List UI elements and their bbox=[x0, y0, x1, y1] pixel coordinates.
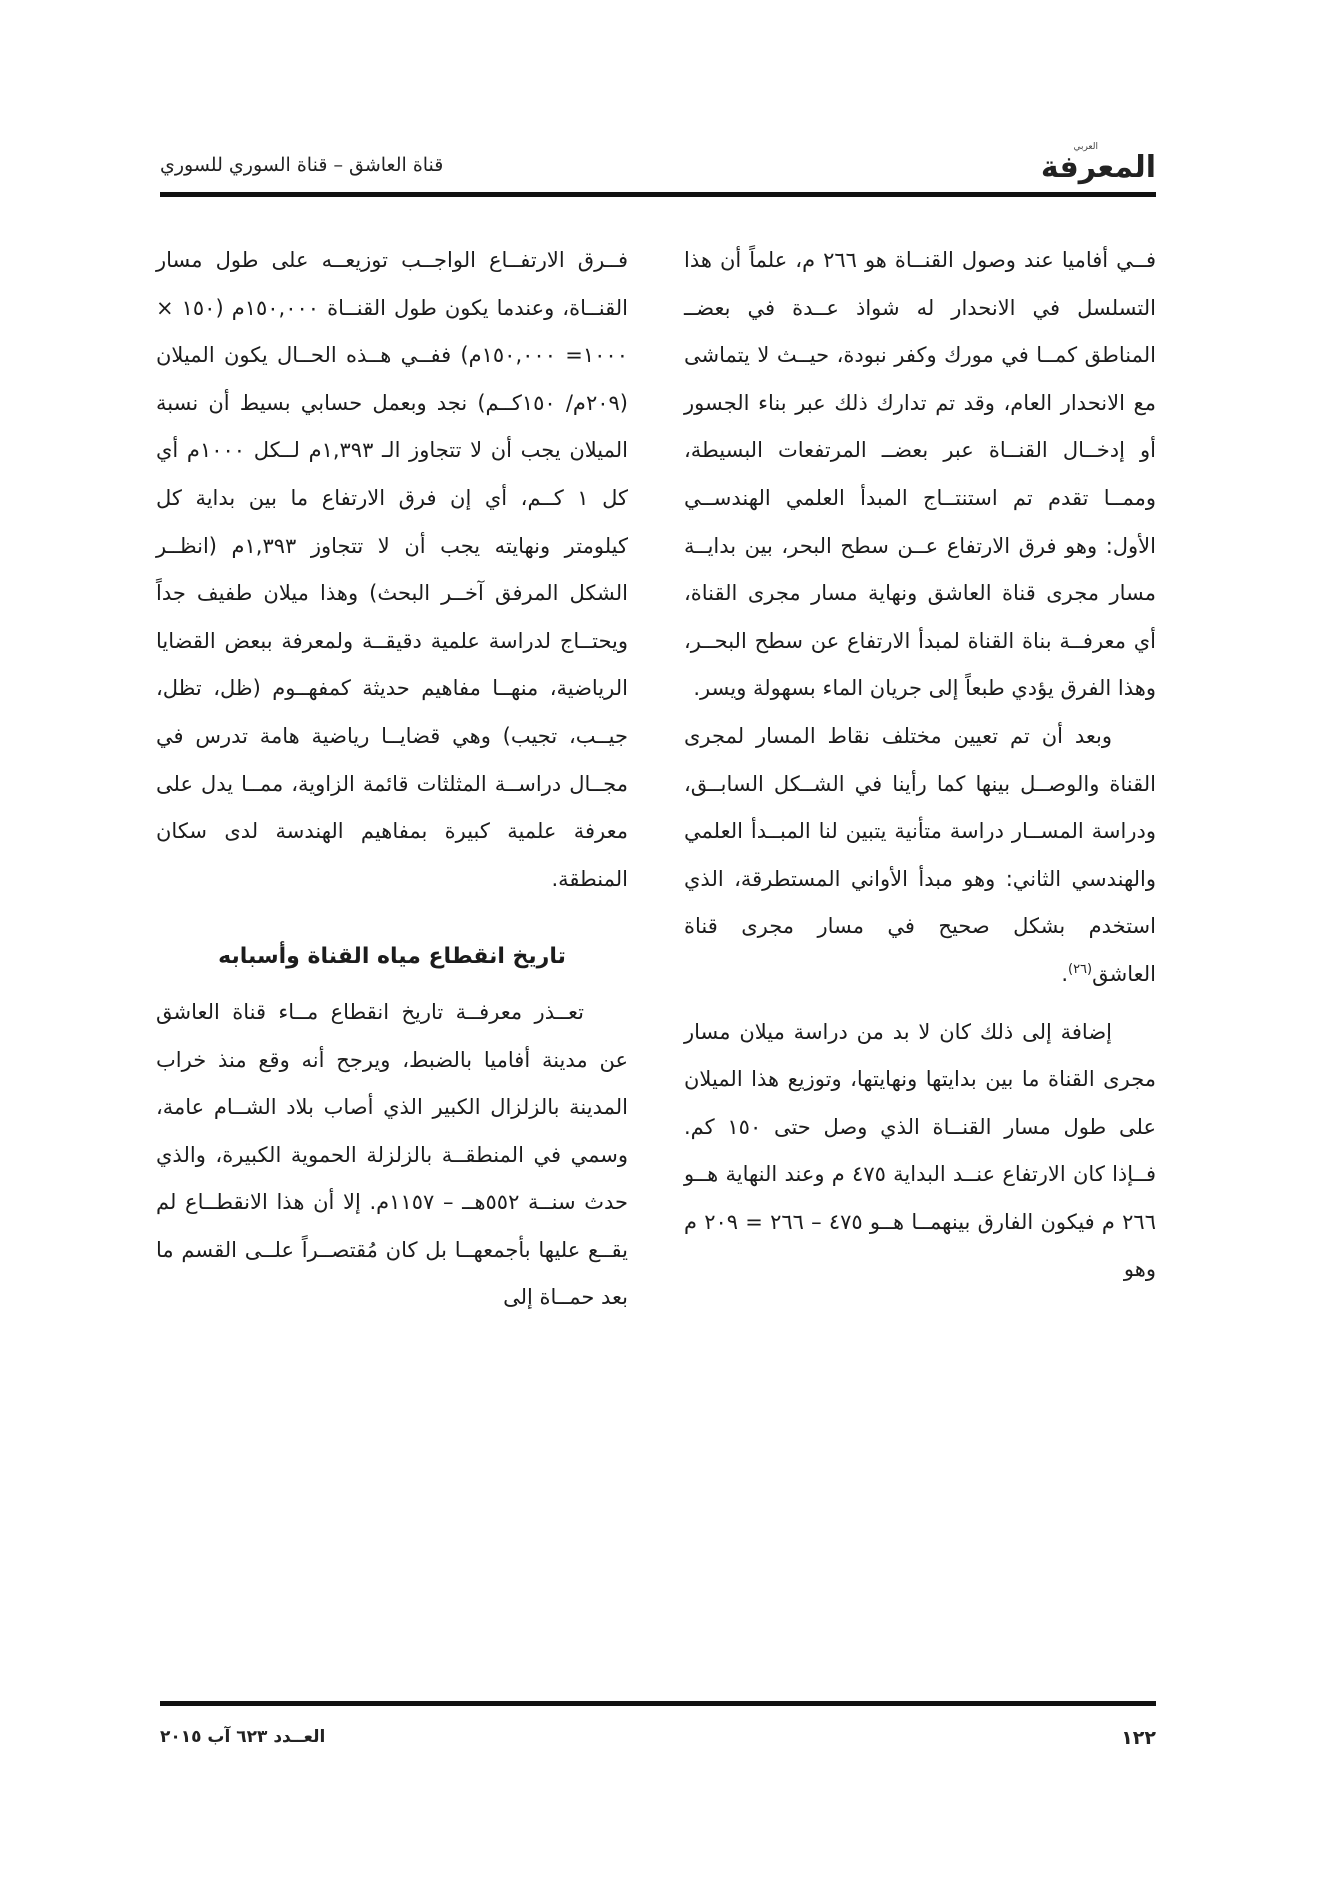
paragraph: فــرق الارتفــاع الواجــب توزيعــه على طول مسار القنــاة، وعندما يكون طول القنــاة ١٥٠,٠٠٠م (١٥٠ × ١٠٠٠= ١٥٠,٠٠٠م) ففــي هــذه الحــال يكون الميلان (٢٠٩م/ ١٥٠كــم) نجد وبعمل حسابي بسيط أن نسبة الميلان يجب أن لا تتجاوز الـ ١,٣٩٣م لــكل ١٠٠٠م أي كل ١ كــم، أي إن فرق الارتفاع ما بين بداية كل كيلومتر ونهايته يجب أن لا تتجاوز ١,٣٩٣م (انظــر الشكل المرفق آخــر البحث) وهذا ميلان طفيف جداً ويحتــاج لدراسة علمية دقيقــة ولمعرفة ببعض القضايا الرياضية، منهــا مفاهيم حديثة كمفهــوم (ظل، تظل، جيــب، تجيب) وهي قضايــا رياضية هامة تدرس في مجــال دراســة المثلثات قائمة الزاوية، ممــا يدل على معرفة علمية كبيرة بمفاهيم الهندسة لدى سكان المنطقة. bbox=[156, 248, 629, 891]
page-number: ١٢٢ bbox=[1121, 1727, 1156, 1749]
section-heading: تاريخ انقطاع مياه القناة وأسبابه bbox=[218, 944, 566, 970]
paragraph: إضافة إلى ذلك كان لا بد من دراسة ميلان مسار مجرى القناة ما بين بدايتها ونهايتها، وتوزيع هذا الميلان على طول مسار القنــاة الذي وصل حتى ١٥٠ كم. فــإذا كان الارتفاع عنــد البداية ٤٧٥ م وعند النهاية هــو ٢٦٦ م فيكون الفارق بينهمــا هــو ٤٧٥ – ٢٦٦ = ٢٠٩ م وهو bbox=[684, 1019, 1156, 1282]
page-footer bbox=[160, 1727, 1156, 1757]
running-title: قناة العاشق – قناة السوري للسوري bbox=[160, 154, 444, 176]
paragraph-text: وبعد أن تم تعيين مختلف نقاط المسار لمجرى القناة والوصــل بينها كما رأينا في الشــكل السابــق، ودراسة المســار دراسة متأنية يتبين لنا المبــدأ العلمي والهندسي الثاني: وهو مبدأ الأواني المستطرقة، الذي استخدم بشكل صحيح في مسار مجرى قناة العاشق bbox=[684, 723, 1156, 986]
paragraph-end: . bbox=[1061, 961, 1068, 986]
magazine-logo: المعرفة bbox=[1040, 150, 1156, 185]
footnote-reference: (٢٦) bbox=[1068, 961, 1093, 977]
header-divider bbox=[160, 192, 1156, 197]
paragraph: فــي أفاميا عند وصول القنــاة هو ٢٦٦ م، علماً أن هذا التسلسل في الانحدار له شواذ عــدة في بعضــ المناطق كمــا في مورك وكفر نبودة، حيــث لا يتماشى مع الانحدار العام، وقد تم تدارك ذلك عبر بناء الجسور أو إدخــال القنــاة عبر بعضــ المرتفعات البسيطة، وممــا تقدم تم استنتــاج المبدأ العلمي الهندســي الأول: وهو فرق الارتفاع عــن سطح البحر، بين بدايــة مسار مجرى قناة العاشق ونهاية مسار مجرى القناة، أي معرفــة بناة القناة لمبدأ الارتفاع عن سطح البحــر، وهذا الفرق يؤدي طبعاً إلى جريان الماء بسهولة ويسر. bbox=[684, 248, 1156, 701]
paragraph bbox=[684, 713, 1156, 999]
magazine-logo-subtitle: العربي bbox=[1073, 142, 1098, 152]
left-column bbox=[156, 237, 628, 1322]
paragraph: تعــذر معرفــة تاريخ انقطاع مــاء قناة العاشق عن مدينة أفاميا بالضبط، ويرجح أنه وقع منذ خراب المدينة بالزلزال الكبير الذي أصاب بلاد الشــام عامة، وسمي في المنطقــة بالزلزلة الحموية الكبيرة، والذي حدث سنــة ٥٥٢هــ – ١١٥٧م. إلا أن هذا الانقطــاع لم يقــع عليها بأجمعهــا بل كان مُقتصــراً علــى القسم ما بعد حمــاة إلى bbox=[156, 999, 628, 1310]
footer-divider bbox=[160, 1701, 1156, 1706]
right-column bbox=[684, 237, 1156, 1294]
page-header bbox=[160, 142, 1156, 190]
issue-info: العــدد ٦٢٣ آب ٢٠١٥ bbox=[160, 1727, 326, 1747]
